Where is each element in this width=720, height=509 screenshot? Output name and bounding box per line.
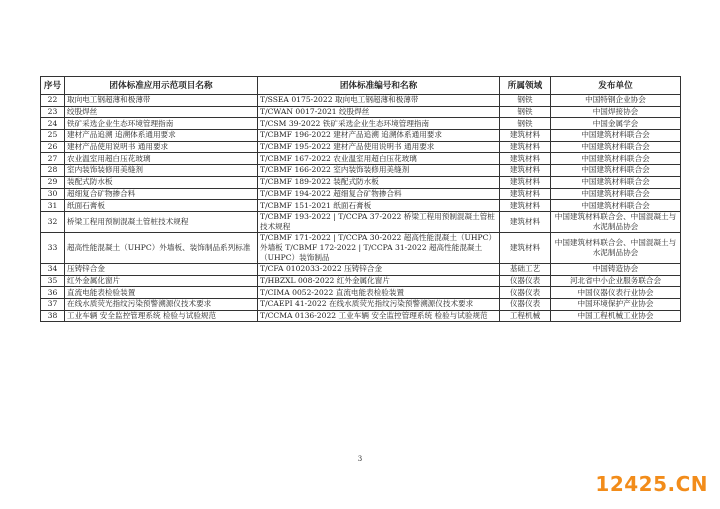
- row-issuer: 中国建筑材料联合会: [551, 141, 681, 153]
- row-issuer: 河北省中小企业服务联合会: [551, 275, 681, 287]
- row-standard-code: T/HBZXL 008-2022 红外金属化窗片: [258, 275, 500, 287]
- row-project-name: 在线水质荧光指纹污染预警溯源仪技术要求: [65, 298, 258, 310]
- row-project-name: 建材产品追溯 追溯体系通用要求: [65, 130, 258, 142]
- row-issuer: 中国金属学会: [551, 118, 681, 130]
- row-issuer: 中国焊接协会: [551, 106, 681, 118]
- row-field: 工程机械: [500, 310, 551, 322]
- row-project-name: 农业温室用超白压花玻璃: [65, 153, 258, 165]
- row-number: 24: [41, 118, 65, 130]
- row-project-name: 直流电能表检验装置: [65, 287, 258, 299]
- row-standard-code: T/CBMF 151-2021 纸面石膏板: [258, 200, 500, 212]
- table-row: [41, 200, 681, 212]
- row-project-name: 超细复合矿物掺合料: [65, 188, 258, 200]
- row-standard-code: T/CBMF 194-2022 超细复合矿物掺合料: [258, 188, 500, 200]
- row-issuer: 中国仪器仪表行业协会: [551, 287, 681, 299]
- row-field: 建筑材料: [500, 188, 551, 200]
- row-issuer: 中国建筑材料联合会: [551, 165, 681, 177]
- table-row: [41, 95, 681, 107]
- row-number: 38: [41, 310, 65, 322]
- row-number: 27: [41, 153, 65, 165]
- row-project-name: 工业车辆 安全监控管理系统 检验与试验规范: [65, 310, 258, 322]
- row-standard-code: T/SSEA 0175-2022 取向电工钢超薄和极薄带: [258, 95, 500, 107]
- row-standard-code: T/CSM 39-2022 铁矿采选企业生态环境管理指南: [258, 118, 500, 130]
- row-project-name: 取向电工钢超薄和极薄带: [65, 95, 258, 107]
- row-field: 钢铁: [500, 95, 551, 107]
- row-standard-code: T/CBMF 167-2022 农业温室用超白压花玻璃: [258, 153, 500, 165]
- row-project-name: 建材产品使用说明书 通用要求: [65, 141, 258, 153]
- row-standard-code: T/CBMF 195-2022 建材产品使用说明书 通用要求: [258, 141, 500, 153]
- row-standard-code: T/CFA 0102033-2022 压铸锌合金: [258, 263, 500, 275]
- row-field: 建筑材料: [500, 153, 551, 165]
- row-project-name: 超高性能混凝土（UHPC）外墙板、装饰制品系列标准: [65, 232, 258, 263]
- row-field: 建筑材料: [500, 200, 551, 212]
- row-standard-code: T/CBMF 189-2022 装配式防水板: [258, 176, 500, 188]
- row-field: 建筑材料: [500, 211, 551, 232]
- row-field: 钢铁: [500, 118, 551, 130]
- row-issuer: 中国建筑材料联合会: [551, 176, 681, 188]
- row-issuer: 中国工程机械工业协会: [551, 310, 681, 322]
- table-row: [41, 118, 681, 130]
- row-number: 33: [41, 232, 65, 263]
- row-project-name: 绞股焊丝: [65, 106, 258, 118]
- table-row: [41, 165, 681, 177]
- header-project-name: 团体标准应用示范项目名称: [65, 77, 258, 95]
- row-field: 仪器仪表: [500, 287, 551, 299]
- page-number: 3: [357, 455, 363, 463]
- row-field: 仪器仪表: [500, 275, 551, 287]
- row-field: 建筑材料: [500, 176, 551, 188]
- row-number: 34: [41, 263, 65, 275]
- row-standard-code: T/CWAN 0017-2021 绞股焊丝: [258, 106, 500, 118]
- row-project-name: 桥梁工程用预制混凝土管桩技术规程: [65, 211, 258, 232]
- watermark-logo: 12425.CN: [595, 472, 708, 496]
- row-number: 22: [41, 95, 65, 107]
- row-standard-code: T/CIMA 0052-2022 直流电能表检验装置: [258, 287, 500, 299]
- row-issuer: 中国环境保护产业协会: [551, 298, 681, 310]
- row-number: 32: [41, 211, 65, 232]
- row-field: 仪器仪表: [500, 298, 551, 310]
- row-number: 35: [41, 275, 65, 287]
- row-project-name: 压铸锌合金: [65, 263, 258, 275]
- row-project-name: 纸面石膏板: [65, 200, 258, 212]
- header-standard-code: 团体标准编号和名称: [258, 77, 500, 95]
- row-field: 基础工艺: [500, 263, 551, 275]
- table-row: [41, 130, 681, 142]
- table-row: [41, 263, 681, 275]
- row-number: 31: [41, 200, 65, 212]
- table-row: [41, 141, 681, 153]
- table-row: [41, 176, 681, 188]
- table-row: [41, 232, 681, 263]
- row-issuer: 中国建筑材料联合会: [551, 153, 681, 165]
- table-row: [41, 211, 681, 232]
- row-issuer: 中国铸造协会: [551, 263, 681, 275]
- row-issuer: 中国建筑材料联合会: [551, 130, 681, 142]
- standards-table: [40, 76, 681, 322]
- row-issuer: 中国建筑材料联合会: [551, 188, 681, 200]
- table-row: [41, 310, 681, 322]
- row-issuer: 中国建筑材料联合会: [551, 200, 681, 212]
- row-number: 25: [41, 130, 65, 142]
- row-standard-code: T/CAEPI 41-2022 在线水质荧光指纹污染预警溯源仪技术要求: [258, 298, 500, 310]
- row-field: 建筑材料: [500, 232, 551, 263]
- table-header-row: [41, 77, 681, 95]
- row-number: 30: [41, 188, 65, 200]
- row-standard-code: T/CBMF 171-2022 | T/CCPA 30-2022 超高性能混凝土（UHPC）外墙板 T/CBMF 172-2022 | T/CCPA 31-2022 超高性能混凝土（UHPC）装饰制品: [258, 232, 500, 263]
- row-standard-code: T/CCMA 0136-2022 工业车辆 安全监控管理系统 检验与试验规范: [258, 310, 500, 322]
- row-project-name: 红外金属化窗片: [65, 275, 258, 287]
- table-row: [41, 287, 681, 299]
- row-issuer: 中国特钢企业协会: [551, 95, 681, 107]
- row-issuer: 中国建筑材料联合会、中国混凝土与水泥制品协会: [551, 211, 681, 232]
- row-number: 36: [41, 287, 65, 299]
- row-field: 建筑材料: [500, 130, 551, 142]
- table-row: [41, 153, 681, 165]
- row-field: 建筑材料: [500, 141, 551, 153]
- row-standard-code: T/CBMF 196-2022 建材产品追溯 追溯体系通用要求: [258, 130, 500, 142]
- table-body: [41, 95, 681, 322]
- table-row: [41, 106, 681, 118]
- row-number: 37: [41, 298, 65, 310]
- header-field: 所属领域: [500, 77, 551, 95]
- header-issuer: 发布单位: [551, 77, 681, 95]
- row-number: 23: [41, 106, 65, 118]
- table-row: [41, 298, 681, 310]
- row-project-name: 铁矿采选企业生态环境管理指南: [65, 118, 258, 130]
- row-number: 29: [41, 176, 65, 188]
- table-row: [41, 275, 681, 287]
- row-issuer: 中国建筑材料联合会、中国混凝土与水泥制品协会: [551, 232, 681, 263]
- row-number: 26: [41, 141, 65, 153]
- row-number: 28: [41, 165, 65, 177]
- row-field: 钢铁: [500, 106, 551, 118]
- row-standard-code: T/CBMF 166-2022 室内装饰装修用美缝剂: [258, 165, 500, 177]
- header-number: 序号: [41, 77, 65, 95]
- row-standard-code: T/CBMF 193-2022 | T/CCPA 37-2022 桥梁工程用预制混凝土管桩技术规程: [258, 211, 500, 232]
- row-project-name: 装配式防水板: [65, 176, 258, 188]
- row-field: 建筑材料: [500, 165, 551, 177]
- table-row: [41, 188, 681, 200]
- row-project-name: 室内装饰装修用美缝剂: [65, 165, 258, 177]
